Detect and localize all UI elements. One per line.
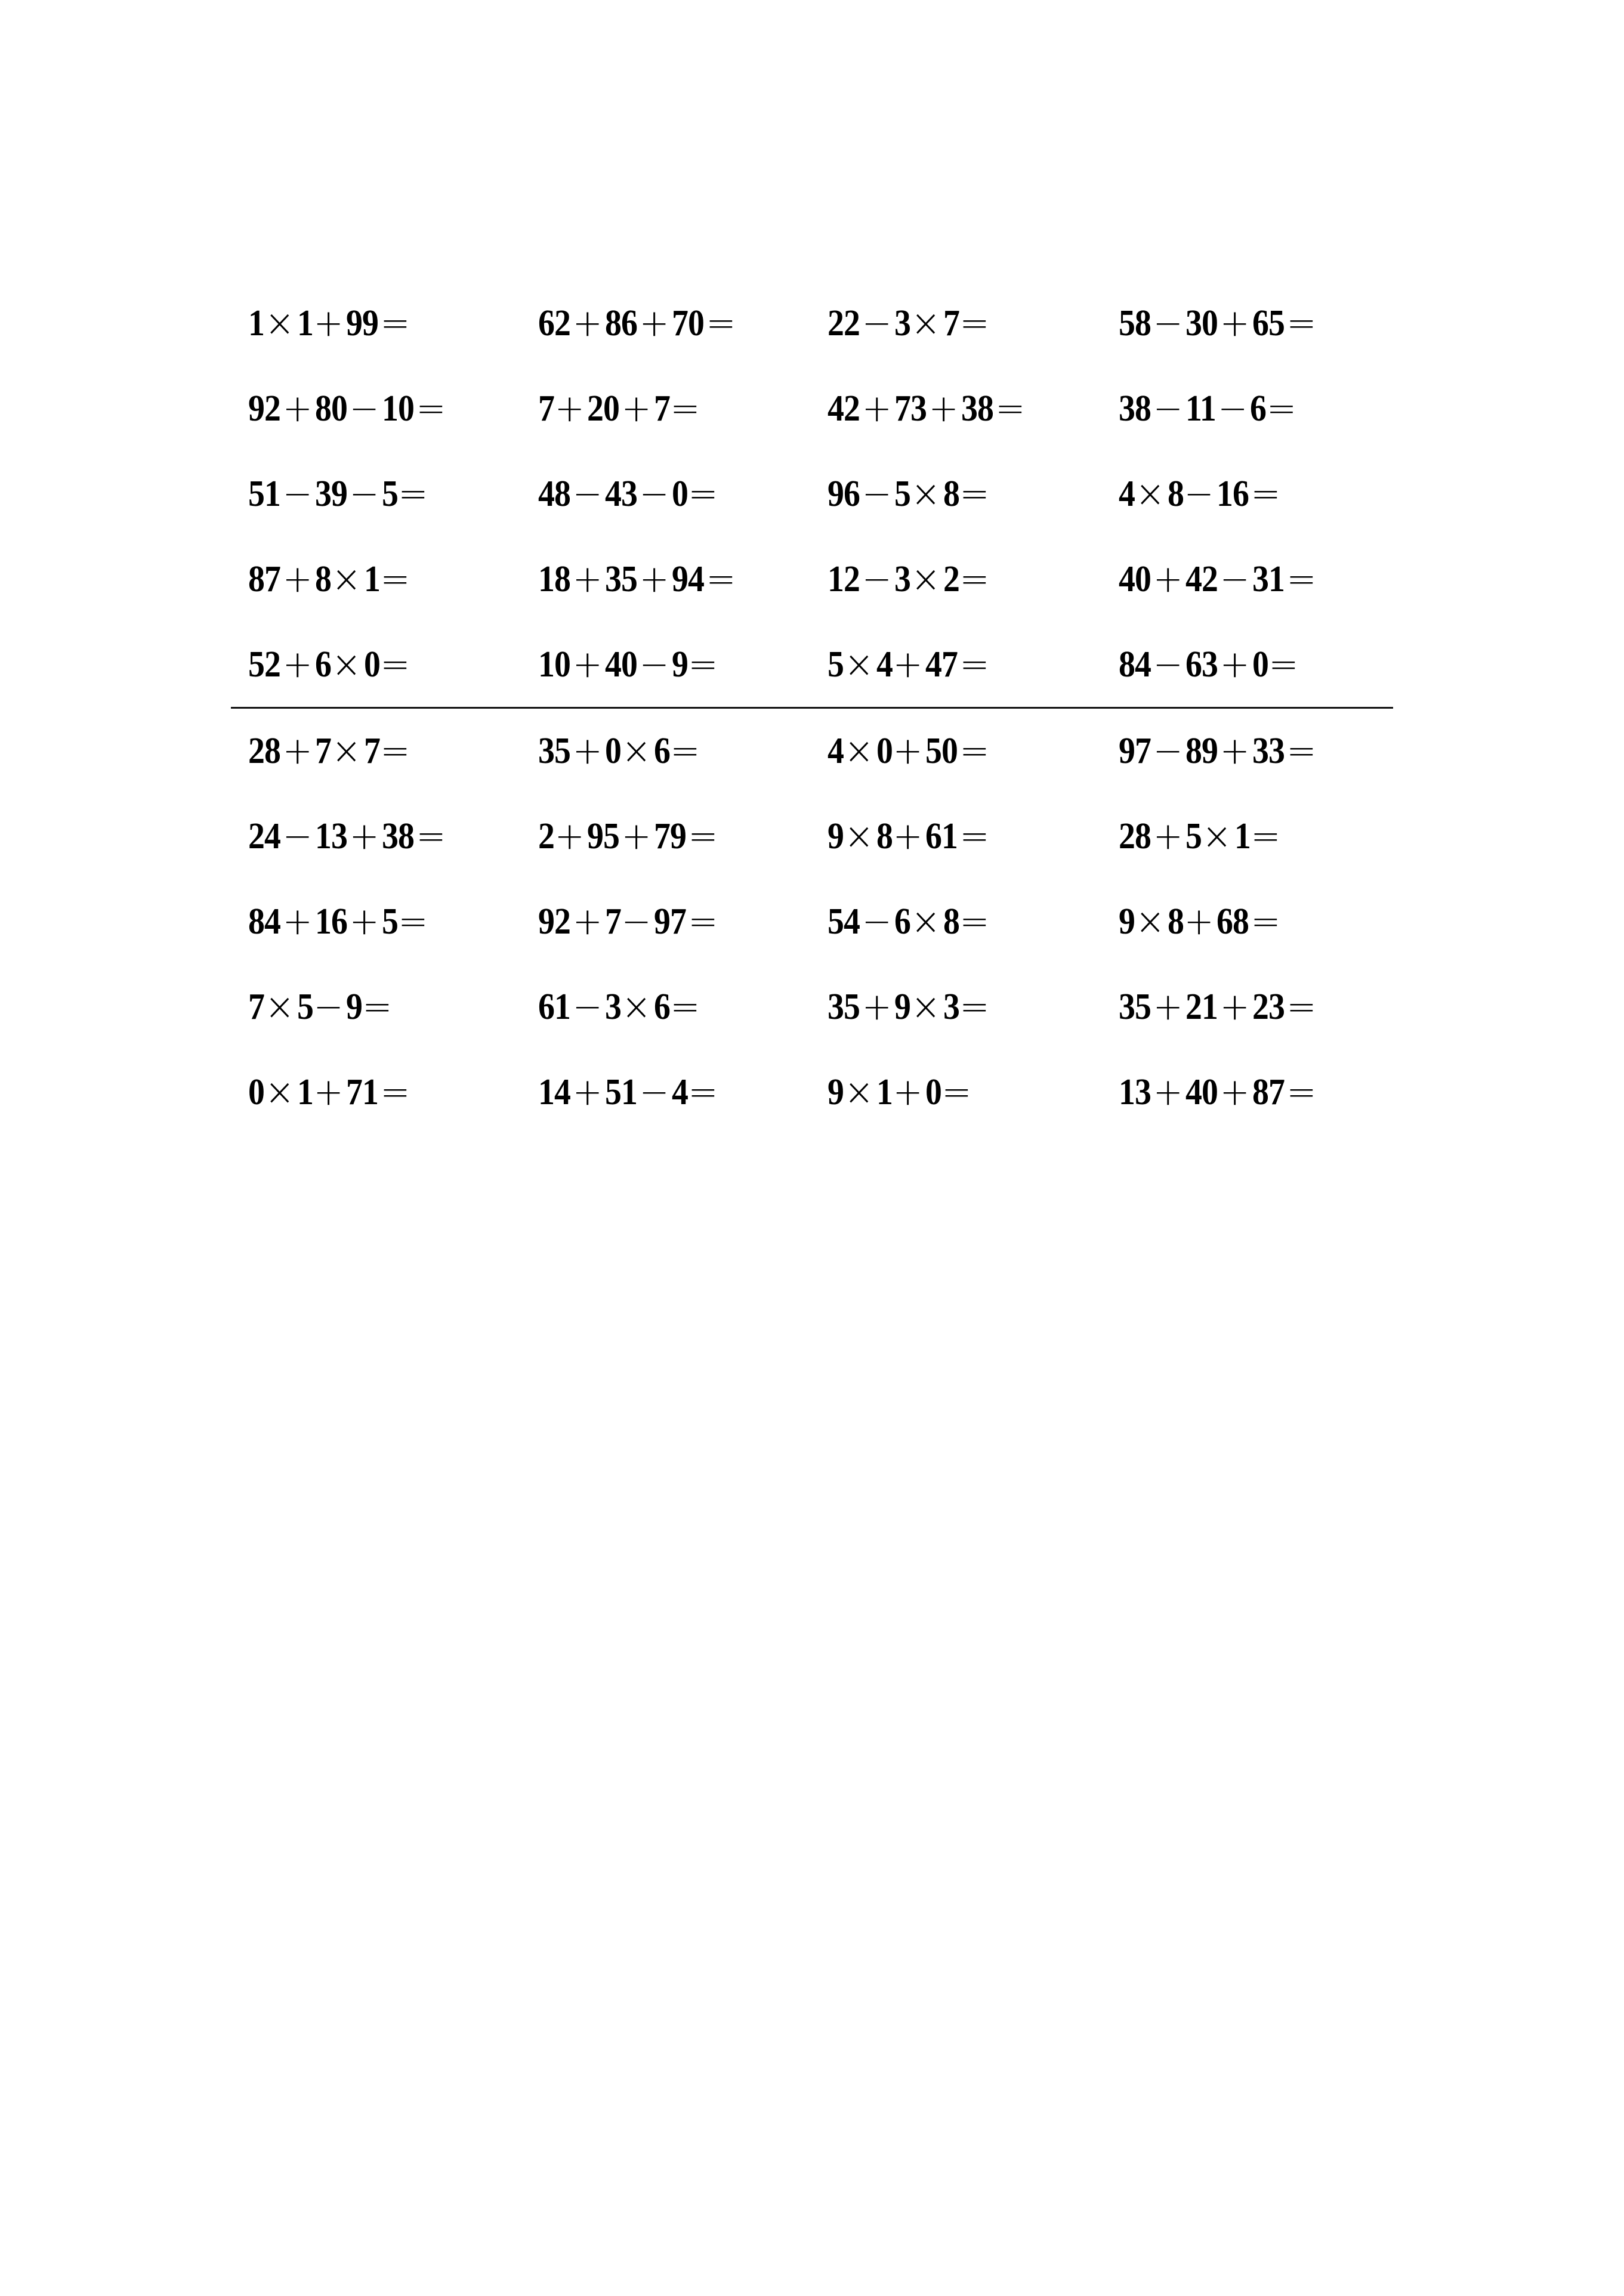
number: 4	[828, 731, 844, 771]
equals-sign: =	[959, 729, 990, 773]
minus-sign: −	[1153, 387, 1183, 431]
number: 6	[653, 731, 670, 771]
plus-sign: +	[893, 1070, 923, 1114]
plus-sign: +	[572, 642, 603, 687]
number: 97	[1119, 731, 1151, 771]
equals-sign: =	[959, 301, 990, 345]
equals-sign: =	[1286, 1070, 1317, 1114]
problem-row	[248, 898, 1406, 945]
times-sign: ×	[264, 301, 295, 345]
number: 1	[248, 303, 264, 344]
number: 35	[604, 559, 637, 600]
number: 42	[828, 388, 860, 429]
number: 89	[1185, 731, 1218, 771]
equals-sign: =	[398, 900, 428, 944]
math-problem	[538, 641, 720, 688]
problem-row	[248, 470, 1406, 518]
minus-sign: −	[862, 557, 892, 601]
times-sign: ×	[844, 729, 874, 773]
number: 61	[538, 987, 570, 1027]
equals-sign: =	[670, 985, 700, 1029]
math-problem	[1119, 299, 1319, 347]
plus-sign: +	[554, 814, 585, 858]
plus-sign: +	[572, 900, 603, 944]
number: 95	[586, 816, 619, 857]
number: 0	[925, 1072, 941, 1113]
problem-row	[248, 727, 1406, 775]
number: 87	[1252, 1072, 1285, 1113]
math-problem	[538, 898, 720, 945]
minus-sign: −	[639, 472, 669, 516]
number: 8	[876, 816, 893, 857]
number: 43	[604, 474, 637, 514]
plus-sign: +	[349, 814, 379, 858]
number: 0	[248, 1072, 264, 1113]
equals-sign: =	[959, 642, 990, 687]
plus-sign: +	[1153, 557, 1183, 601]
minus-sign: −	[1153, 729, 1183, 773]
plus-sign: +	[893, 814, 923, 858]
plus-sign: +	[621, 387, 652, 431]
number: 5	[297, 987, 313, 1027]
math-problem	[828, 555, 992, 603]
number: 8	[943, 901, 959, 942]
math-problem	[1119, 898, 1283, 945]
times-sign: ×	[621, 729, 652, 773]
math-problem	[538, 385, 702, 432]
equals-sign: =	[398, 472, 428, 516]
equals-sign: =	[1251, 472, 1281, 516]
plus-sign: +	[313, 1070, 344, 1114]
times-sign: ×	[331, 729, 362, 773]
number: 1	[363, 559, 380, 600]
minus-sign: −	[621, 900, 652, 944]
times-sign: ×	[910, 472, 941, 516]
number: 13	[1119, 1072, 1151, 1113]
number: 2	[538, 816, 554, 857]
equals-sign: =	[1286, 729, 1317, 773]
number: 58	[1119, 303, 1151, 344]
plus-sign: +	[621, 814, 652, 858]
equals-sign: =	[959, 814, 990, 858]
equals-sign: =	[688, 814, 718, 858]
math-problem	[248, 1068, 412, 1116]
number: 5	[828, 644, 844, 685]
plus-sign: +	[1219, 729, 1250, 773]
number: 3	[894, 559, 910, 600]
equals-sign: =	[380, 557, 410, 601]
math-problem	[1119, 983, 1319, 1031]
math-problem	[538, 1068, 720, 1116]
math-problem	[248, 299, 412, 347]
math-problem	[538, 983, 702, 1031]
number: 9	[894, 987, 910, 1027]
number: 9	[345, 987, 362, 1027]
number: 51	[248, 474, 280, 514]
times-sign: ×	[910, 557, 941, 601]
number: 8	[314, 559, 331, 600]
number: 0	[363, 644, 380, 685]
times-sign: ×	[1135, 472, 1165, 516]
number: 7	[604, 901, 621, 942]
number: 0	[876, 731, 893, 771]
times-sign: ×	[910, 900, 941, 944]
number: 9	[828, 1072, 844, 1113]
number: 7	[653, 388, 670, 429]
minus-sign: −	[349, 387, 379, 431]
math-problem	[828, 727, 992, 775]
section-divider-line	[231, 707, 1393, 709]
number: 7	[363, 731, 380, 771]
plus-sign: +	[282, 387, 313, 431]
number: 40	[1119, 559, 1151, 600]
math-problem	[248, 727, 412, 775]
number: 4	[876, 644, 893, 685]
number: 92	[248, 388, 280, 429]
plus-sign: +	[893, 642, 923, 687]
number: 86	[604, 303, 637, 344]
number: 8	[1167, 901, 1184, 942]
minus-sign: −	[639, 642, 669, 687]
number: 5	[1185, 816, 1202, 857]
problem-row	[248, 983, 1406, 1031]
problem-row	[248, 555, 1406, 603]
number: 10	[538, 644, 570, 685]
number: 1	[876, 1072, 893, 1113]
number: 4	[671, 1072, 688, 1113]
minus-sign: −	[1184, 472, 1214, 516]
number: 13	[314, 816, 347, 857]
equals-sign: =	[380, 1070, 410, 1114]
plus-sign: +	[572, 729, 603, 773]
number: 87	[248, 559, 280, 600]
equals-sign: =	[416, 814, 446, 858]
number: 65	[1252, 303, 1285, 344]
number: 5	[381, 474, 398, 514]
equals-sign: =	[1286, 557, 1317, 601]
equals-sign: =	[995, 387, 1026, 431]
number: 71	[345, 1072, 378, 1113]
equals-sign: =	[706, 557, 736, 601]
number: 51	[604, 1072, 637, 1113]
minus-sign: −	[572, 985, 603, 1029]
math-problem	[248, 898, 430, 945]
equals-sign: =	[1266, 387, 1297, 431]
math-problem	[1119, 385, 1299, 432]
number: 12	[828, 559, 860, 600]
plus-sign: +	[862, 985, 892, 1029]
math-problem	[1119, 470, 1283, 518]
problem-row	[248, 1068, 1406, 1116]
equals-sign: =	[1268, 642, 1299, 687]
plus-sign: +	[282, 642, 313, 687]
equals-sign: =	[670, 729, 700, 773]
number: 92	[538, 901, 570, 942]
number: 99	[345, 303, 378, 344]
equals-sign: =	[959, 557, 990, 601]
times-sign: ×	[910, 301, 941, 345]
number: 96	[828, 474, 860, 514]
plus-sign: +	[282, 729, 313, 773]
number: 33	[1252, 731, 1285, 771]
number: 3	[604, 987, 621, 1027]
equals-sign: =	[688, 472, 718, 516]
plus-sign: +	[928, 387, 959, 431]
times-sign: ×	[1202, 814, 1232, 858]
math-problem	[248, 983, 394, 1031]
number: 21	[1185, 987, 1218, 1027]
number: 35	[538, 731, 570, 771]
plus-sign: +	[639, 557, 669, 601]
minus-sign: −	[862, 900, 892, 944]
minus-sign: −	[282, 814, 313, 858]
number: 70	[671, 303, 704, 344]
number: 68	[1216, 901, 1249, 942]
number: 62	[538, 303, 570, 344]
number: 35	[1119, 987, 1151, 1027]
number: 6	[653, 987, 670, 1027]
equals-sign: =	[688, 642, 718, 687]
plus-sign: +	[349, 900, 379, 944]
number: 79	[653, 816, 686, 857]
plus-sign: +	[1219, 642, 1250, 687]
number: 11	[1185, 388, 1216, 429]
equals-sign: =	[1286, 985, 1317, 1029]
math-problem	[1119, 1068, 1319, 1116]
number: 52	[248, 644, 280, 685]
math-problem	[1119, 727, 1319, 775]
times-sign: ×	[331, 642, 362, 687]
plus-sign: +	[862, 387, 892, 431]
equals-sign: =	[670, 387, 700, 431]
number: 0	[604, 731, 621, 771]
equals-sign: =	[959, 472, 990, 516]
equals-sign: =	[706, 301, 736, 345]
problem-row	[248, 299, 1406, 347]
times-sign: ×	[621, 985, 652, 1029]
times-sign: ×	[844, 1070, 874, 1114]
math-problem	[538, 470, 720, 518]
number: 7	[248, 987, 264, 1027]
plus-sign: +	[1153, 814, 1183, 858]
math-problem	[828, 385, 1027, 432]
minus-sign: −	[1153, 642, 1183, 687]
number: 73	[894, 388, 927, 429]
plus-sign: +	[1219, 1070, 1250, 1114]
minus-sign: −	[282, 472, 313, 516]
number: 22	[828, 303, 860, 344]
equals-sign: =	[416, 387, 446, 431]
number: 1	[1234, 816, 1251, 857]
math-problem	[828, 812, 992, 860]
times-sign: ×	[1135, 900, 1165, 944]
number: 35	[828, 987, 860, 1027]
math-problem	[1119, 641, 1301, 688]
equals-sign: =	[380, 729, 410, 773]
number: 84	[1119, 644, 1151, 685]
number: 38	[1119, 388, 1151, 429]
math-problem	[248, 812, 448, 860]
number: 6	[894, 901, 910, 942]
math-problem	[828, 470, 992, 518]
number: 50	[925, 731, 958, 771]
plus-sign: +	[282, 900, 313, 944]
number: 5	[894, 474, 910, 514]
number: 48	[538, 474, 570, 514]
math-problem	[828, 898, 992, 945]
math-problem	[828, 1068, 974, 1116]
minus-sign: −	[862, 472, 892, 516]
number: 38	[381, 816, 414, 857]
number: 94	[671, 559, 704, 600]
math-problem	[828, 299, 992, 347]
plus-sign: +	[282, 557, 313, 601]
minus-sign: −	[1218, 387, 1248, 431]
equals-sign: =	[1286, 301, 1317, 345]
equals-sign: =	[688, 1070, 718, 1114]
math-problem	[248, 555, 412, 603]
problem-row	[248, 641, 1406, 688]
plus-sign: +	[893, 729, 923, 773]
number: 28	[248, 731, 280, 771]
number: 1	[297, 303, 313, 344]
number: 14	[538, 1072, 570, 1113]
number: 9	[1119, 901, 1135, 942]
number: 2	[943, 559, 959, 600]
plus-sign: +	[572, 557, 603, 601]
number: 6	[1250, 388, 1267, 429]
number: 24	[248, 816, 280, 857]
equals-sign: =	[380, 301, 410, 345]
equals-sign: =	[362, 985, 393, 1029]
number: 0	[1252, 644, 1268, 685]
number: 7	[538, 388, 554, 429]
number: 23	[1252, 987, 1285, 1027]
number: 7	[943, 303, 959, 344]
times-sign: ×	[844, 642, 874, 687]
math-problem	[1119, 812, 1283, 860]
minus-sign: −	[313, 985, 344, 1029]
number: 31	[1252, 559, 1285, 600]
plus-sign: +	[1219, 301, 1250, 345]
plus-sign: +	[639, 301, 669, 345]
number: 28	[1119, 816, 1151, 857]
number: 20	[586, 388, 619, 429]
math-problem	[538, 812, 720, 860]
number: 18	[538, 559, 570, 600]
number: 40	[1185, 1072, 1218, 1113]
plus-sign: +	[1219, 985, 1250, 1029]
number: 39	[314, 474, 347, 514]
number: 47	[925, 644, 958, 685]
minus-sign: −	[862, 301, 892, 345]
math-problem	[248, 641, 412, 688]
number: 9	[671, 644, 688, 685]
plus-sign: +	[1153, 985, 1183, 1029]
number: 10	[381, 388, 414, 429]
number: 54	[828, 901, 860, 942]
number: 30	[1185, 303, 1218, 344]
equals-sign: =	[688, 900, 718, 944]
math-problem	[538, 727, 702, 775]
minus-sign: −	[1219, 557, 1250, 601]
math-problem	[538, 555, 738, 603]
number: 7	[314, 731, 331, 771]
minus-sign: −	[639, 1070, 669, 1114]
plus-sign: +	[313, 301, 344, 345]
number: 16	[1216, 474, 1249, 514]
equals-sign: =	[959, 985, 990, 1029]
number: 1	[297, 1072, 313, 1113]
number: 6	[314, 644, 331, 685]
number: 40	[604, 644, 637, 685]
equals-sign: =	[1251, 900, 1281, 944]
minus-sign: −	[1153, 301, 1183, 345]
number: 80	[314, 388, 347, 429]
number: 8	[1167, 474, 1184, 514]
minus-sign: −	[349, 472, 379, 516]
minus-sign: −	[572, 472, 603, 516]
times-sign: ×	[844, 814, 874, 858]
number: 84	[248, 901, 280, 942]
number: 16	[314, 901, 347, 942]
number: 8	[943, 474, 959, 514]
times-sign: ×	[910, 985, 941, 1029]
math-problem	[828, 983, 992, 1031]
math-problem	[538, 299, 738, 347]
equals-sign: =	[941, 1070, 972, 1114]
plus-sign: +	[554, 387, 585, 431]
number: 3	[943, 987, 959, 1027]
plus-sign: +	[1184, 900, 1214, 944]
times-sign: ×	[331, 557, 362, 601]
number: 4	[1119, 474, 1135, 514]
number: 5	[381, 901, 398, 942]
equals-sign: =	[959, 900, 990, 944]
problem-row	[248, 812, 1406, 860]
equals-sign: =	[380, 642, 410, 687]
number: 38	[961, 388, 993, 429]
number: 9	[828, 816, 844, 857]
number: 61	[925, 816, 958, 857]
equals-sign: =	[1251, 814, 1281, 858]
plus-sign: +	[1153, 1070, 1183, 1114]
number: 97	[653, 901, 686, 942]
number: 3	[894, 303, 910, 344]
math-problem	[1119, 555, 1319, 603]
number: 0	[671, 474, 688, 514]
number: 42	[1185, 559, 1218, 600]
math-problem	[248, 385, 448, 432]
number: 63	[1185, 644, 1218, 685]
plus-sign: +	[572, 301, 603, 345]
times-sign: ×	[264, 985, 295, 1029]
problem-row	[248, 385, 1406, 432]
times-sign: ×	[264, 1070, 295, 1114]
math-problem	[248, 470, 430, 518]
plus-sign: +	[572, 1070, 603, 1114]
math-problem	[828, 641, 992, 688]
